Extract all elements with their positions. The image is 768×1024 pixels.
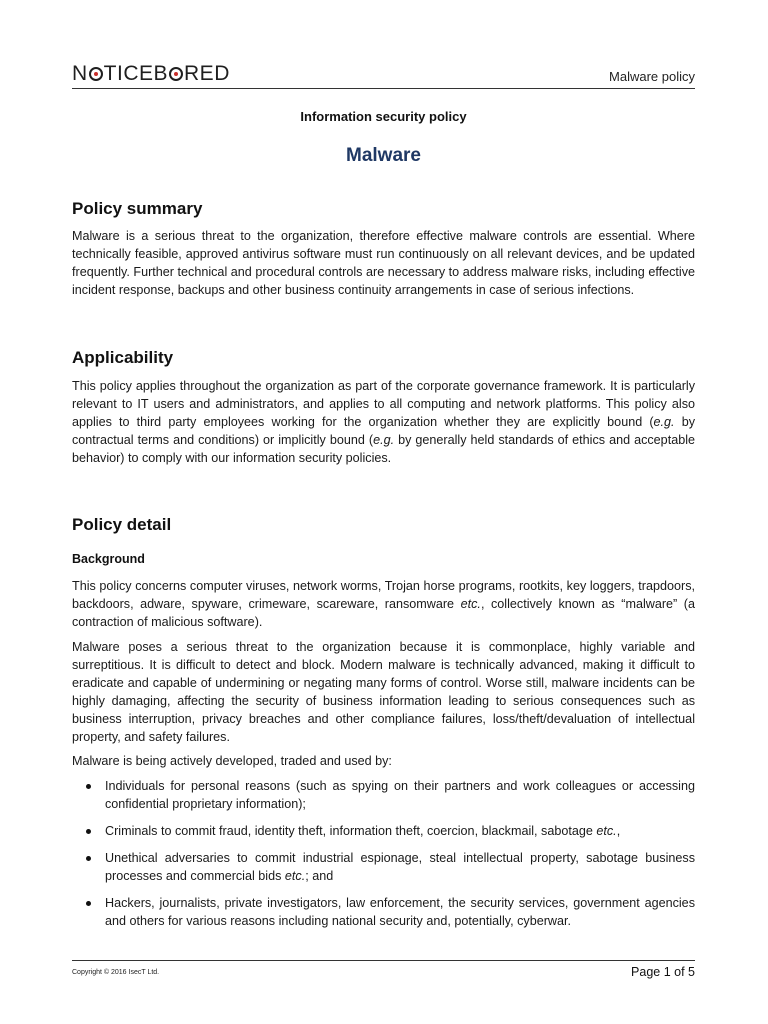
list-item: Individuals for personal reasons (such as spying on their partners and work colleagues or accessing confidential proprietary information); bbox=[72, 777, 695, 813]
heading-policy-summary: Policy summary bbox=[72, 199, 203, 218]
applicability-text: This policy applies throughout the organization as part of the corporate governance framework. It is particularly relevant to IT users and administrators, and applies to all computing and network platforms. This policy also applies to third party employees working for the organization whether they are explicitly bound (e.g. by contractual terms and conditions) or implicitly bound (e.g. by generally held standards of ethics and acceptable behavior) to comply with our information security policies. bbox=[72, 379, 695, 465]
bullet-icon bbox=[86, 856, 91, 861]
background-paragraph-1: This policy concerns computer viruses, network worms, Trojan horse programs, rootkits, key loggers, trapdoors, backdoors, adware, spyware, crimeware, scareware, ransomware etc., collectively known as “malware” (a contraction of malicious software). bbox=[72, 579, 695, 629]
logo-o-mark-icon bbox=[89, 67, 103, 81]
list-item: Criminals to commit fraud, identity theft, information theft, coercion, blackmail, sabotage etc., bbox=[72, 822, 695, 840]
copyright-notice: Copyright © 2016 IsecT Ltd. bbox=[72, 969, 160, 976]
document-pretitle: Information security policy bbox=[300, 109, 467, 124]
page-header bbox=[72, 60, 695, 89]
logo-o-mark-icon bbox=[169, 67, 183, 81]
heading-policy-detail: Policy detail bbox=[72, 515, 172, 534]
page-number: Page 1 of 5 bbox=[631, 965, 695, 979]
document-page bbox=[72, 60, 695, 990]
heading-applicability: Applicability bbox=[72, 348, 174, 367]
page-footer bbox=[72, 960, 695, 991]
list-item: Unethical adversaries to commit industrial espionage, steal intellectual property, sabotage business processes and commercial bids etc.; and bbox=[72, 849, 695, 885]
malware-users-list bbox=[72, 777, 695, 930]
background-paragraph-2: Malware poses a serious threat to the organization because it is commonplace, highly variable and surreptitious. It is difficult to detect and block. Modern malware is technically advanced, making it difficult to eradicate and capable of undermining or negating many forms of control. Worse still, malware incidents can be highly damaging, affecting the security of business information leading to serious consequences such as business interruption, privacy breaches and other compliance failures, loss/theft/devaluation of intellectual property, and safety failures. bbox=[72, 640, 695, 744]
list-item: Hackers, journalists, private investigators, law enforcement, the security services, government agencies and others for various reasons including national security and, potentially, cyberwar. bbox=[72, 894, 695, 930]
background-paragraph-3: Malware is being actively developed, traded and used by: bbox=[72, 754, 392, 768]
bullet-icon bbox=[86, 784, 91, 789]
document-title: Malware bbox=[346, 145, 421, 166]
subheading-background: Background bbox=[72, 552, 145, 566]
bullet-icon bbox=[86, 901, 91, 906]
policy-summary-text: Malware is a serious threat to the organization, therefore effective malware controls are essential. Where technically feasible, approved antivirus software must run continuously on all relevant devices, and be updated frequently. Further technical and procedural controls are necessary to address malware risks, including effective incident response, backups and other business continuity arrangements in case of serious infections. bbox=[72, 229, 695, 297]
bullet-icon bbox=[86, 829, 91, 834]
noticebored-logo: N TICEB RED bbox=[72, 62, 230, 85]
header-doc-label: Malware policy bbox=[609, 69, 695, 84]
